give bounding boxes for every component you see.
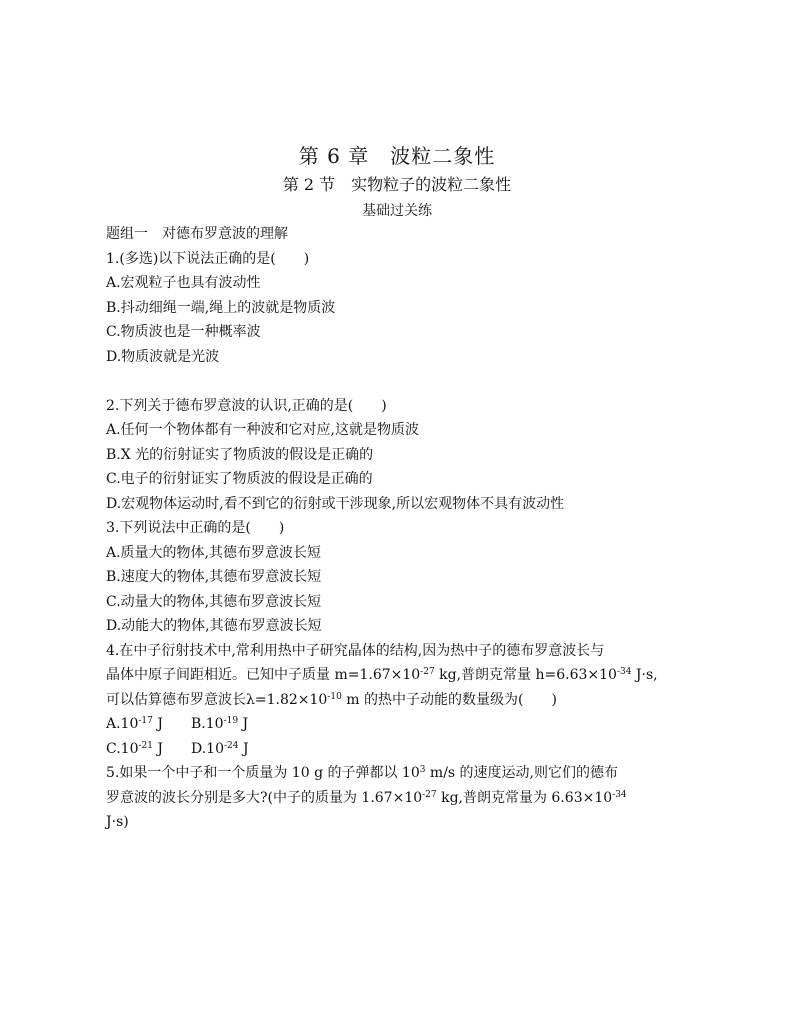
exponent: -27 [422, 789, 437, 800]
option-text: B.10 [191, 716, 224, 732]
option-d [191, 741, 249, 757]
question-3 [106, 516, 696, 639]
option-c [106, 737, 191, 762]
group-label: 题组一 对德布罗意波的理解 [106, 226, 288, 242]
section-title: 第 2 节 实物粒子的波粒二象性 [282, 175, 512, 194]
question-stem-line-2 [106, 663, 696, 688]
spacer [106, 369, 696, 394]
exponent: -34 [616, 667, 632, 677]
question-stem-line-2 [106, 786, 696, 811]
exponent: -21 [138, 740, 153, 751]
exponent: -24 [224, 740, 239, 751]
stem-text: m/s 的速度运动,则它们的德布 [425, 765, 619, 781]
option-b: B.X 光的衍射证实了物质波的假设是正确的 [106, 446, 374, 463]
exponent: 3 [419, 765, 426, 775]
question-5 [106, 761, 696, 835]
question-4 [106, 639, 696, 762]
stem-text: 晶体中原子间距相近。已知中子质量 m=1.67×10 [106, 667, 421, 683]
option-text: C.10 [106, 740, 139, 757]
stem-text: J·s, [631, 667, 658, 683]
option-a [106, 712, 191, 737]
option-c: C.电子的衍射证实了物质波的假设是正确的 [106, 471, 373, 487]
option-b [191, 716, 248, 732]
question-stem: 2.下列关于德布罗意波的认识,正确的是( ) [106, 397, 387, 414]
option-d: D.宏观物体运动时,看不到它的衍射或干涉现象,所以宏观物体不具有波动性 [106, 495, 565, 512]
option-text: D.10 [191, 740, 224, 757]
stem-text: 5.如果一个中子和一个质量为 10 g 的子弹都以 10 [106, 765, 420, 781]
option-a: A.质量大的物体,其德布罗意波长短 [106, 544, 322, 561]
exercise-body [106, 222, 696, 835]
option-unit: J [152, 716, 163, 732]
options-row-1 [106, 712, 696, 737]
option-b: B.抖动细绳一端,绳上的波就是物质波 [106, 299, 336, 316]
subsection-title: 基础过关练 [362, 203, 432, 219]
stem-text: kg,普朗克常量为 6.63×10 [436, 789, 613, 806]
exponent: -10 [327, 691, 342, 702]
option-unit: J [152, 740, 164, 757]
question-stem: 1.(多选)以下说法正确的是( ) [106, 250, 310, 267]
exponent: -27 [420, 667, 435, 677]
exponent: -17 [138, 716, 153, 726]
question-stem: 3.下列说法中正确的是( ) [106, 520, 285, 536]
option-b: B.速度大的物体,其德布罗意波长短 [106, 569, 322, 585]
exponent: -19 [223, 716, 239, 726]
option-d: D.动能大的物体,其德布罗意波长短 [106, 618, 322, 634]
stem-text: kg,普朗克常量 h=6.63×10 [434, 667, 617, 683]
question-stem-line-1 [106, 761, 696, 786]
question-1 [106, 247, 696, 370]
stem-text: 可以估算德布罗意波长λ=1.82×10 [106, 691, 328, 708]
question-stem-line-3 [106, 688, 696, 713]
question-stem-line-3: J·s) [106, 814, 129, 830]
question-stem-line-1: 4.在中子衍射技术中,常利用热中子研究晶体的结构,因为热中子的德布罗意波长与 [106, 642, 605, 659]
option-c: C.动量大的物体,其德布罗意波长短 [106, 593, 322, 610]
option-d: D.物质波就是光波 [106, 348, 220, 365]
option-unit: J [238, 740, 249, 757]
stem-text: m 的热中子动能的数量级为( ) [341, 691, 557, 708]
stem-text: 罗意波的波长分别是多大?(中子的质量为 1.67×10 [106, 789, 423, 806]
option-unit: J [238, 716, 249, 732]
question-2 [106, 394, 696, 517]
option-text: A.10 [106, 716, 139, 732]
chapter-title: 第 6 章 波粒二象性 [298, 144, 496, 168]
option-c: C.物质波也是一种概率波 [106, 324, 261, 340]
exponent: -34 [612, 789, 627, 800]
option-a: A.宏观粒子也具有波动性 [106, 275, 261, 291]
options-row-2 [106, 737, 696, 762]
option-a: A.任何一个物体都有一种波和它对应,这就是物质波 [106, 422, 420, 438]
